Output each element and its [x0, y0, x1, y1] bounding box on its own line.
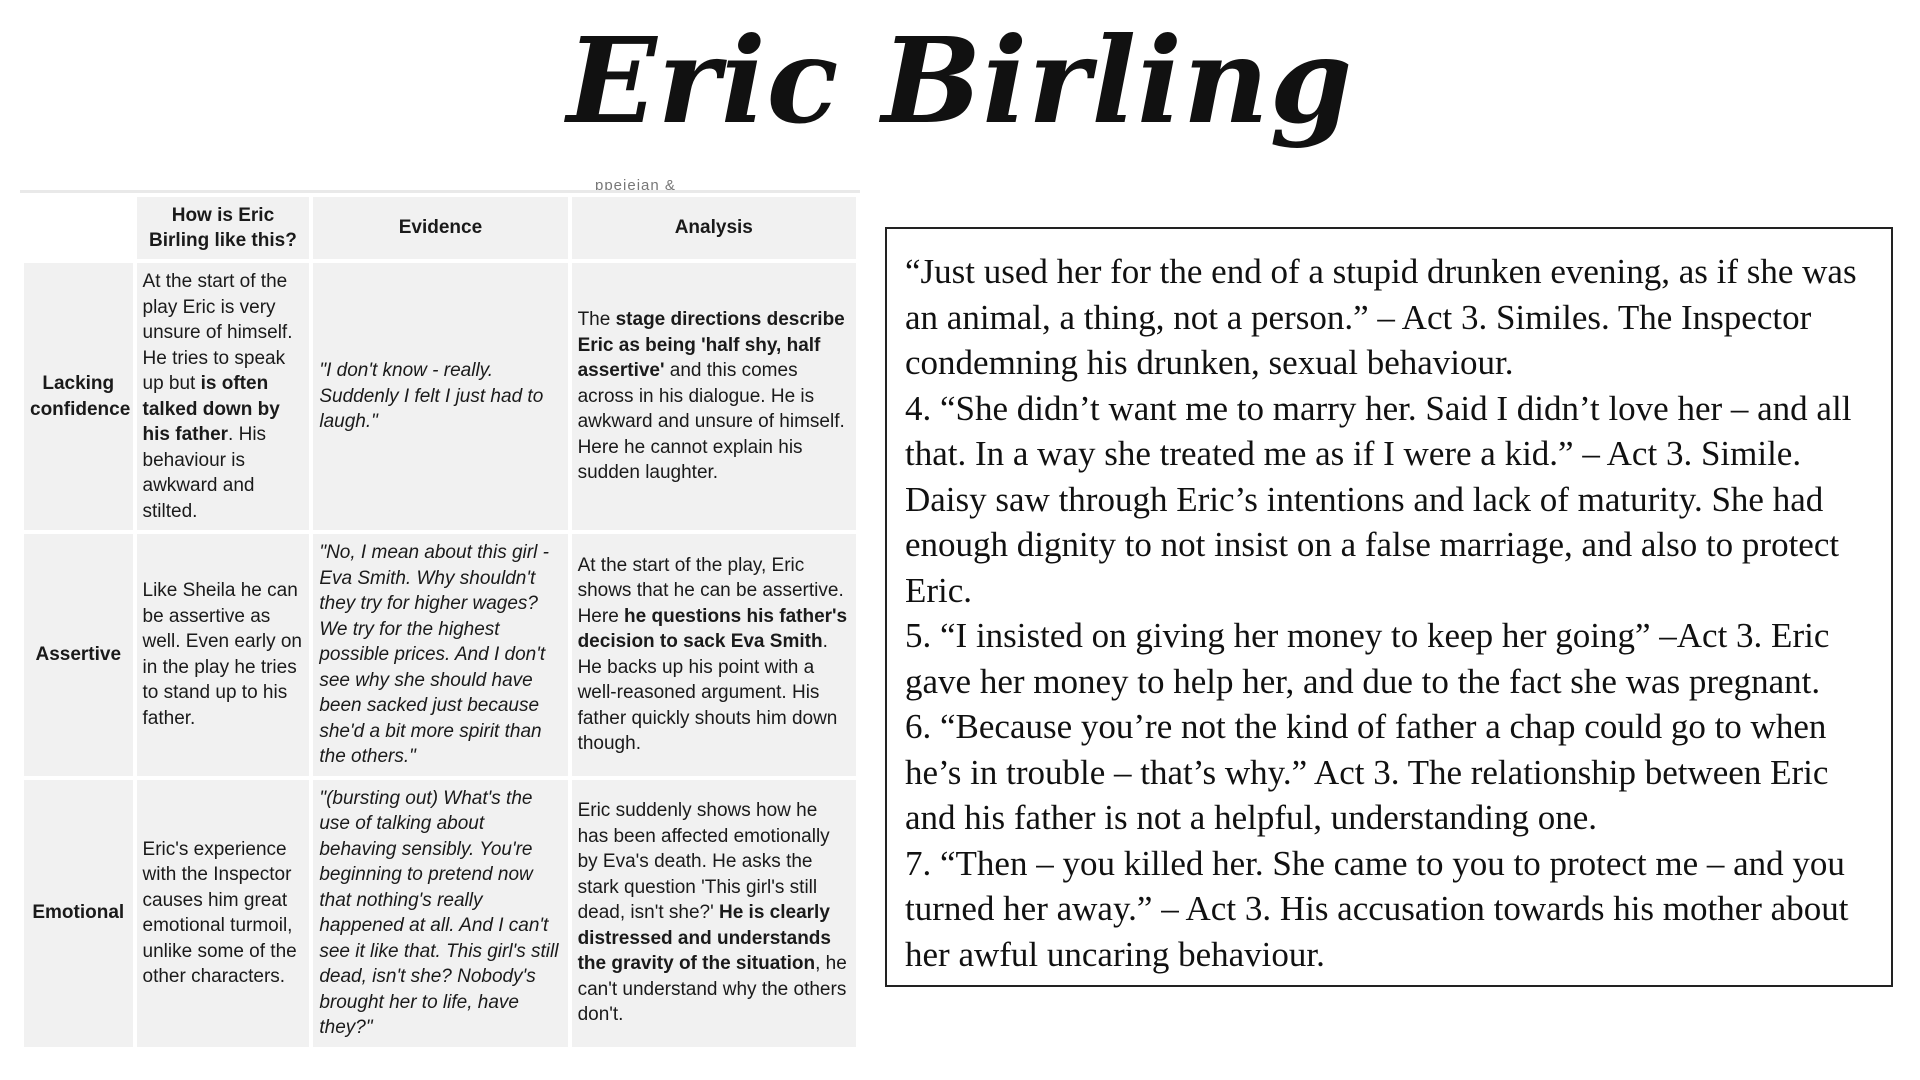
table-row: [24, 780, 856, 1047]
analysis-bold-text: He is clearly distressed and understands the gravity of the situation: [577, 902, 831, 975]
analysis-bold-text: he questions his father's decision to sack Eva Smith: [577, 605, 848, 653]
header-evidence: Evidence: [313, 197, 567, 259]
quote-paragraph: 4. “She didn’t want me to marry her. Said I didn’t love her – and all that. In a way she treated me as if I were a kid.” – Act 3. Simile. Daisy saw through Eric’s intentions and lack of maturity. She had enough dignity to not insist on a false marriage, and also to protect Eric.: [905, 388, 1852, 610]
cutoff-header-text: ppeieian &: [595, 177, 676, 194]
character-table: [20, 190, 860, 1051]
description-text: Eric's experience with the Inspector causes him great emotional turmoil, unlike some of the other characters.: [142, 838, 297, 987]
description-text: . His behaviour is awkward and stilted.: [142, 424, 267, 522]
description-bold-text: is often talked down by his father: [142, 373, 280, 445]
quote-paragraph: “Just used her for the end of a stupid drunken evening, as if she was an animal, a thing, not a person.” – Act 3. Similes. The Inspector condemning his drunken, sexual behaviour.: [905, 252, 1857, 382]
quote-paragraph: 6. “Because you’re not the kind of father a chap could go to when he’s in trouble – that’s why.” Act 3. The relationship between Eric and his father is not a helpful, understanding one.: [905, 707, 1829, 837]
header-how: How is Eric Birling like this?: [137, 197, 310, 259]
quotes-box: [885, 227, 1893, 987]
analysis-text: and this comes across in his dialogue. He is awkward and unsure of himself. Here he cannot explain his sudden laughter.: [577, 360, 845, 484]
row-analysis: [572, 263, 856, 530]
analysis-bold-text: stage directions describe Eric as being 'half shy, half assertive': [577, 309, 845, 382]
quote-paragraph: 7. “Then – you killed her. She came to you to protect me – and you turned her away.” – Act 3. His accusation towards his mother about her awful uncaring behaviour.: [905, 843, 1849, 974]
row-description: [137, 263, 310, 530]
row-trait: Assertive: [24, 534, 133, 776]
notes-table: [20, 193, 860, 1051]
table-row: [24, 534, 856, 776]
table-row: [24, 263, 856, 530]
analysis-text: Eric suddenly shows how he has been affected emotionally by Eva's death. He asks the stark question 'This girl's still dead, isn't she?': [577, 800, 830, 924]
quote-paragraph: 5. “I insisted on giving her money to keep her going” –Act 3. Eric gave her money to help her, and due to the fact she was pregnant.: [905, 616, 1830, 701]
row-analysis: [572, 534, 856, 776]
header-corner: [24, 197, 133, 259]
analysis-text: The: [577, 309, 616, 331]
description-text: At the start of the play Eric is very unsure of himself. He tries to speak up but: [142, 271, 293, 394]
description-text: Like Sheila he can be assertive as well. Even early on in the play he tries to stand up to his father.: [142, 580, 302, 729]
row-description: [137, 780, 310, 1047]
analysis-text: At the start of the play, Eric shows that he can be assertive. Here: [577, 554, 844, 627]
table-header-row: [24, 197, 856, 259]
row-evidence: "No, I mean about this girl - Eva Smith. Why shouldn't they try for higher wages? We try for the highest possible prices. And I don't see why she should have been sacked just because she'd a bit more spirit than the others.": [313, 534, 567, 776]
row-trait: Lacking confidence: [24, 263, 133, 530]
row-evidence: "(bursting out) What's the use of talking about behaving sensibly. You're beginning to pretend now that nothing's really happened at all. And I can't see it like that. This girl's still dead, isn't she? Nobody's brought her to life, have they?": [313, 780, 567, 1047]
page-title: Eric Birling: [566, 11, 1354, 150]
row-trait: Emotional: [24, 780, 133, 1047]
analysis-text: , he can't understand why the others don't.: [577, 953, 847, 1026]
row-evidence: "I don't know - really. Suddenly I felt I just had to laugh.": [313, 263, 567, 530]
analysis-text: . He backs up his point with a well-reasoned argument. His father quickly shouts him down though.: [577, 631, 838, 755]
row-description: [137, 534, 310, 776]
header-analysis: Analysis: [572, 197, 856, 259]
row-analysis: [572, 780, 856, 1047]
